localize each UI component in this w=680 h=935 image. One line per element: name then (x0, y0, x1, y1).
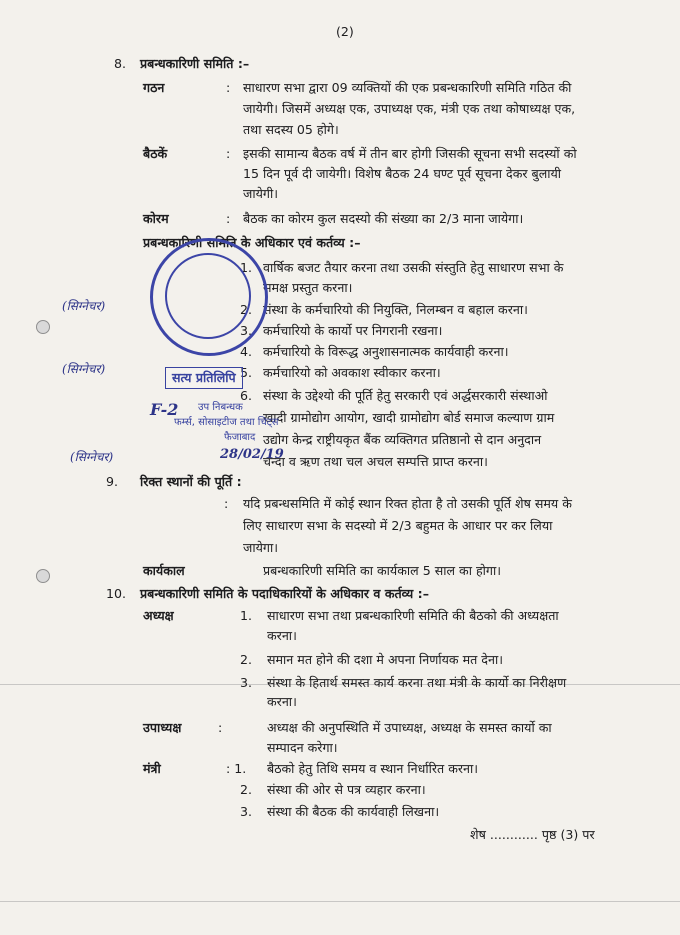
power-6-line-3: उद्योग केन्द्र राष्ट्रीयकृत बैंक व्यक्तिगत प्रतिष्ठानो से दान अनुदान (263, 432, 542, 447)
power-1-line-1: वार्षिक बजट तैयार करना तथा उसकी संस्तुति हेतु साधारण सभा के (263, 260, 564, 275)
section-8-number: 8. (114, 56, 127, 71)
official-seal-inner-ring (165, 253, 251, 339)
power-1-line-2: समक्ष प्रस्तुत करना। (263, 280, 353, 295)
vice-president-label: उपाध्यक्ष (143, 720, 182, 735)
section-8-title: प्रबन्धकारिणी समिति :– (140, 56, 250, 71)
term-label: कार्यकाल (143, 563, 185, 578)
power-3-text: कर्मचारियो के कार्यो पर निगरानी रखना। (263, 323, 443, 338)
quorum-text: बैठक का कोरम कुल सदस्यो की संख्या का 2/3 माना जायेगा। (243, 211, 524, 226)
fold-line-bottom (0, 901, 680, 902)
power-6-number: 6. (240, 388, 253, 403)
committee-powers-title: प्रबन्धकारिणी समिति के अधिकार एवं कर्तव्य :– (143, 235, 361, 250)
secretary-duty-3-number: 3. (240, 804, 253, 819)
president-duty-2-text: समान मत होने की दशा मे अपना निर्णायक मत देना। (267, 652, 503, 667)
meetings-label: बैठकें (143, 146, 168, 161)
president-duty-3-number: 3. (240, 675, 253, 690)
secretary-duty-2-text: संस्था की ओर से पत्र व्यहार करना। (267, 782, 426, 797)
power-4-number: 4. (240, 344, 253, 359)
section-10-title: प्रबन्धकारिणी समिति के पदाधिकारियों के अधिकार व कर्तव्य :– (140, 586, 430, 601)
term-text: प्रबन्धकारिणी समिति का कार्यकाल 5 साल का होगा। (263, 563, 502, 578)
meetings-line-1: इसकी सामान्य बैठक वर्ष में तीन बार होगी जिसकी सूचना सभी सदस्यों को (243, 146, 577, 161)
secretary-duty-1-number: : 1. (226, 761, 247, 776)
section-9-title: रिक्त स्थानों की पूर्ति : (140, 474, 242, 489)
vacancy-line-1: यदि प्रबन्धसमिति में कोई स्थान रिक्त होता है तो उसकी पूर्ति शेष समय के (243, 496, 572, 511)
formation-colon: : (226, 80, 231, 95)
handwritten-date: 28/02/19 (220, 447, 284, 462)
handwritten-signature-1: (सिग्नेचर) (62, 299, 106, 313)
president-duty-1-line-2: करना। (267, 628, 297, 643)
handwritten-signature-3: (सिग्नेचर) (70, 450, 114, 464)
meetings-line-2: 15 दिन पूर्व दी जायेगी। विशेष बैठक 24 घण्ट पूर्व सूचना देकर बुलायी (243, 166, 562, 181)
section-9-colon: : (224, 496, 229, 511)
president-duty-1-number: 1. (240, 608, 253, 623)
section-9-number: 9. (106, 474, 119, 489)
secretary-duty-2-number: 2. (240, 782, 253, 797)
power-3-number: 3. (240, 323, 253, 338)
power-1-number: 1. (240, 260, 253, 275)
secretary-duty-1-text: बैठको हेतु तिथि समय व स्थान निर्धारित करना। (267, 761, 479, 776)
certified-copy-stamp: सत्य प्रतिलिपि (165, 367, 243, 389)
punch-hole-top (36, 320, 50, 334)
meetings-colon: : (226, 146, 231, 161)
power-6-line-2: खादी ग्रामोद्योग आयोग, खादी ग्रामोद्योग बोर्ड समाज कल्याण ग्राम (263, 410, 555, 425)
vice-president-line-1: अध्यक्ष की अनुपस्थिति में उपाध्यक्ष, अध्यक्ष के समस्त कार्यो का (267, 720, 552, 735)
section-10-number: 10. (106, 586, 127, 601)
president-label: अध्यक्ष (143, 608, 174, 623)
secretary-label: मंत्री (143, 761, 161, 776)
power-2-number: 2. (240, 302, 253, 317)
president-duty-2-number: 2. (240, 652, 253, 667)
power-2-text: संस्था के कर्मचारियो की नियुक्ति, निलम्बन व बहाल करना। (263, 302, 528, 317)
president-duty-3-line-1: संस्था के हितार्थ समस्त कार्य करना तथा मंत्री के कार्यो का निरीक्षण (267, 675, 567, 690)
power-4-text: कर्मचारियो के विरूद्ध अनुशासनात्मक कार्यवाही करना। (263, 344, 509, 359)
formation-line-3: तथा सदस्य 05 होगे। (243, 122, 339, 137)
power-5-number: 5. (240, 365, 253, 380)
deputy-registrar-stamp-line: उप निबन्धक (198, 402, 243, 413)
punch-hole-bottom (36, 569, 50, 583)
handwritten-signature-2: (सिग्नेचर) (62, 362, 106, 376)
quorum-label: कोरम (143, 211, 169, 226)
official-seal (150, 238, 268, 356)
page-number: (2) (336, 24, 354, 39)
formation-line-2: जायेगी। जिसमें अध्यक्ष एक, उपाध्यक्ष एक, मंत्री एक तथा कोषाध्यक्ष एक, (243, 101, 576, 116)
vice-president-line-2: सम्पादन करेगा। (267, 740, 338, 755)
formation-label: गठन (143, 80, 165, 95)
quorum-colon: : (226, 211, 231, 226)
vacancy-line-2: लिए साधारण सभा के सदस्यो में 2/3 बहुमत के आधार पर कर लिया (243, 518, 553, 533)
page-footer: शेष ............ पृष्ठ (3) पर (470, 827, 595, 842)
vice-president-colon: : (218, 720, 223, 735)
president-duty-1-line-1: साधारण सभा तथा प्रबन्धकारिणी समिति की बैठको की अध्यक्षता (267, 608, 559, 623)
secretary-duty-3-text: संस्था की बैठक की कार्यवाही लिखना। (267, 804, 440, 819)
formation-line-1: साधारण सभा द्वारा 09 व्यक्तियों की एक प्रबन्धकारिणी समिति गठित की (243, 80, 572, 95)
meetings-line-3: जायेगी। (243, 186, 279, 201)
vacancy-line-3: जायेगा। (243, 540, 279, 555)
faizabad-stamp-line: फैजाबाद (224, 432, 256, 443)
power-6-line-1: संस्था के उद्देश्यो की पूर्ति हेतु सरकारी एवं अर्द्धसरकारी संस्थाओ (263, 388, 548, 403)
handwritten-mark: F-2 (150, 400, 179, 419)
firms-societies-stamp-line: फर्म्स, सोसाइटीज तथा चिट्स (174, 417, 279, 428)
power-6-line-4: चन्दा व ऋण तथा चल अचल सम्पत्ति प्राप्त करना। (263, 454, 488, 469)
power-5-text: कर्मचारियो को अवकाश स्वीकार करना। (263, 365, 441, 380)
president-duty-3-line-2: करना। (267, 694, 297, 709)
